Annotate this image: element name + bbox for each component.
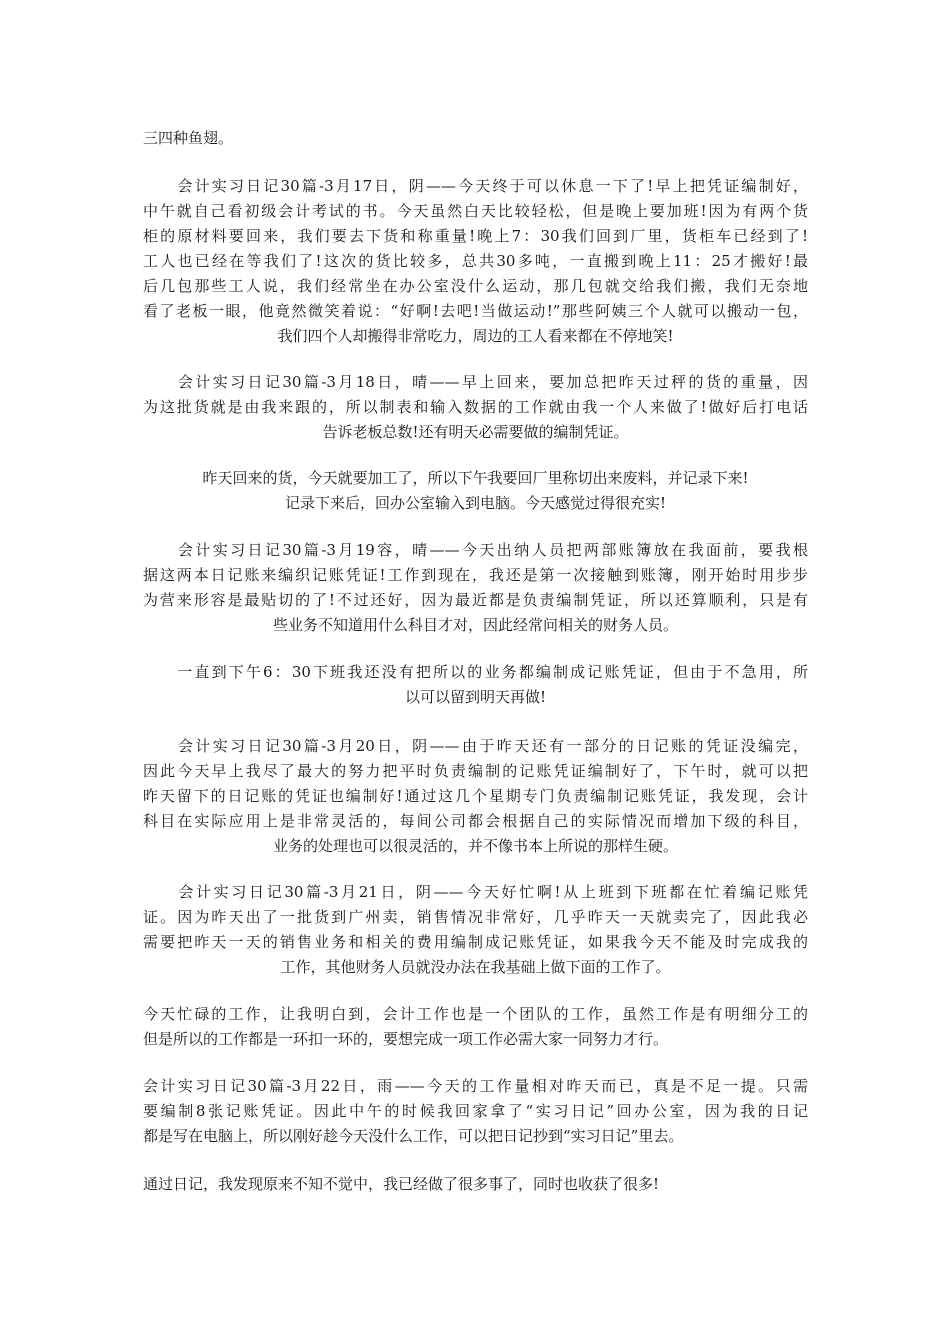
text-line: 工人也已经在等我们了!这次的货比较多，总共30多吨，一直搬到晚上11：25才搬好!最: [143, 252, 808, 270]
text-line: 看了老板一眼，他竟然微笑着说：“好啊!去吧!当做运动!”那些阿姨三个人就可以搬动一包，: [143, 302, 808, 320]
paragraph-march-21: [143, 880, 808, 980]
paragraph-closing: [143, 1172, 808, 1197]
paragraph-march-19: [143, 538, 808, 638]
text-line: 都是写在电脑上，所以刚好趁今天没什么工作，可以把日记抄到“实习日记”里去。: [143, 1127, 684, 1145]
text-line: 据这两本日记账来编织记账凭证!工作到现在，我还是第一次接触到账簿，刚开始时用步步: [143, 566, 808, 584]
text-line: 昨天留下的日记账的凭证也编制好!通过这几个星期专门负责编制记账凭证，我发现，会计: [143, 787, 808, 805]
text-line: 些业务不知道用什么科目才对，因此经常问相关的财务人员。: [272, 616, 678, 634]
text-line: 记录下来后，回办公室输入到电脑。今天感觉过得很充实!: [284, 494, 667, 512]
paragraph-march-22: [143, 1074, 808, 1149]
text-line: 后几包那些工人说，我们经常坐在办公室没什么运动，那几包就交给我们搬，我们无奈地: [143, 277, 808, 295]
text-line: 会计实习日记30篇-3月20日，阴——由于昨天还有一部分的日记账的凭证没编完，: [143, 737, 808, 755]
text-line: 科目在实际应用上是非常灵活的，每间公司都会根据自己的实际情况而增加下级的科目，: [143, 812, 808, 830]
text-line: 但是所以的工作都是一环扣一环的，要想完成一项工作必需大家一同努力才行。: [143, 1030, 669, 1048]
text-line: 会计实习日记30篇-3月21日，阴——今天好忙啊!从上班到下班都在忙着编记账凭: [143, 883, 808, 901]
text-line: 为营来形容是最贴切的了!不过还好，因为最近都是负责编制凭证，所以还算顺利，只是有: [143, 591, 808, 609]
text-line: 柜的原材料要回来，我们要去下货和称重量!晚上7：30我们回到厂里，货柜车已经到了!: [143, 227, 808, 245]
paragraph-teamwork-reflection: [143, 1002, 808, 1052]
paragraph-march-18: [143, 370, 808, 445]
text-line: 昨天回来的货，今天就要加工了，所以下午我要回厂里称切出来废料，并记录下来!: [202, 469, 749, 487]
paragraph-march-17: [143, 174, 808, 349]
text-line: 会计实习日记30篇-3月17日，阴——今天终于可以休息一下了!早上把凭证编制好，: [143, 177, 808, 195]
paragraph-intro-fragment: [143, 126, 808, 151]
text-line: 会计实习日记30篇-3月19容，晴——今天出纳人员把两部账簿放在我面前，要我根: [143, 541, 808, 559]
text-line: 今天忙碌的工作，让我明白到，会计工作也是一个团队的工作，虽然工作是有明细分工的: [143, 1005, 808, 1023]
text-line: 通过日记，我发现原来不知不觉中，我已经做了很多事了，同时也收获了很多!: [143, 1175, 660, 1193]
text-line: 业务的处理也可以很灵活的，并不像书本上所说的那样生硬。: [272, 837, 678, 855]
text-line: 一直到下午6：30下班我还没有把所以的业务都编制成记账凭证，但由于不急用，所: [143, 663, 808, 681]
paragraph-march-18-continued: [143, 466, 808, 516]
paragraph-march-19-continued: [143, 660, 808, 710]
text-line: 告诉老板总数!还有明天必需要做的编制凭证。: [322, 423, 629, 441]
text-line: 证。因为昨天出了一批货到广州卖，销售情况非常好，几乎昨天一天就卖完了，因此我必: [143, 908, 808, 926]
paragraph-march-20: [143, 734, 808, 859]
text-line: 以可以留到明天再做!: [404, 688, 547, 706]
text-line: 要编制8张记账凭证。因此中午的时候我回家拿了“实习日记”回办公室，因为我的日记: [143, 1102, 808, 1120]
text-line: 三四种鱼翅。: [143, 129, 234, 147]
text-line: 中午就自己看初级会计考试的书。今天虽然白天比较轻松，但是晚上要加班!因为有两个货: [143, 202, 808, 220]
text-line: 会计实习日记30篇-3月18日，晴——早上回来，要加总把昨天过秤的货的重量，因: [143, 373, 808, 391]
text-line: 会计实习日记30篇-3月22日，雨——今天的工作量相对昨天而已，真是不足一提。只需: [143, 1077, 808, 1095]
text-line: 我们四个人却搬得非常吃力，周边的工人看来都在不停地笑!: [277, 327, 674, 345]
text-line: 工作，其他财务人员就没办法在我基础上做下面的工作了。: [280, 958, 671, 976]
text-line: 为这批货就是由我来跟的，所以制表和输入数据的工作就由我一个人来做了!做好后打电话: [143, 398, 808, 416]
text-line: 需要把昨天一天的销售业务和相关的费用编制成记账凭证，如果我今天不能及时完成我的: [143, 933, 808, 951]
text-line: 因此今天早上我尽了最大的努力把平时负责编制的记账凭证编制好了，下午时，就可以把: [143, 762, 808, 780]
